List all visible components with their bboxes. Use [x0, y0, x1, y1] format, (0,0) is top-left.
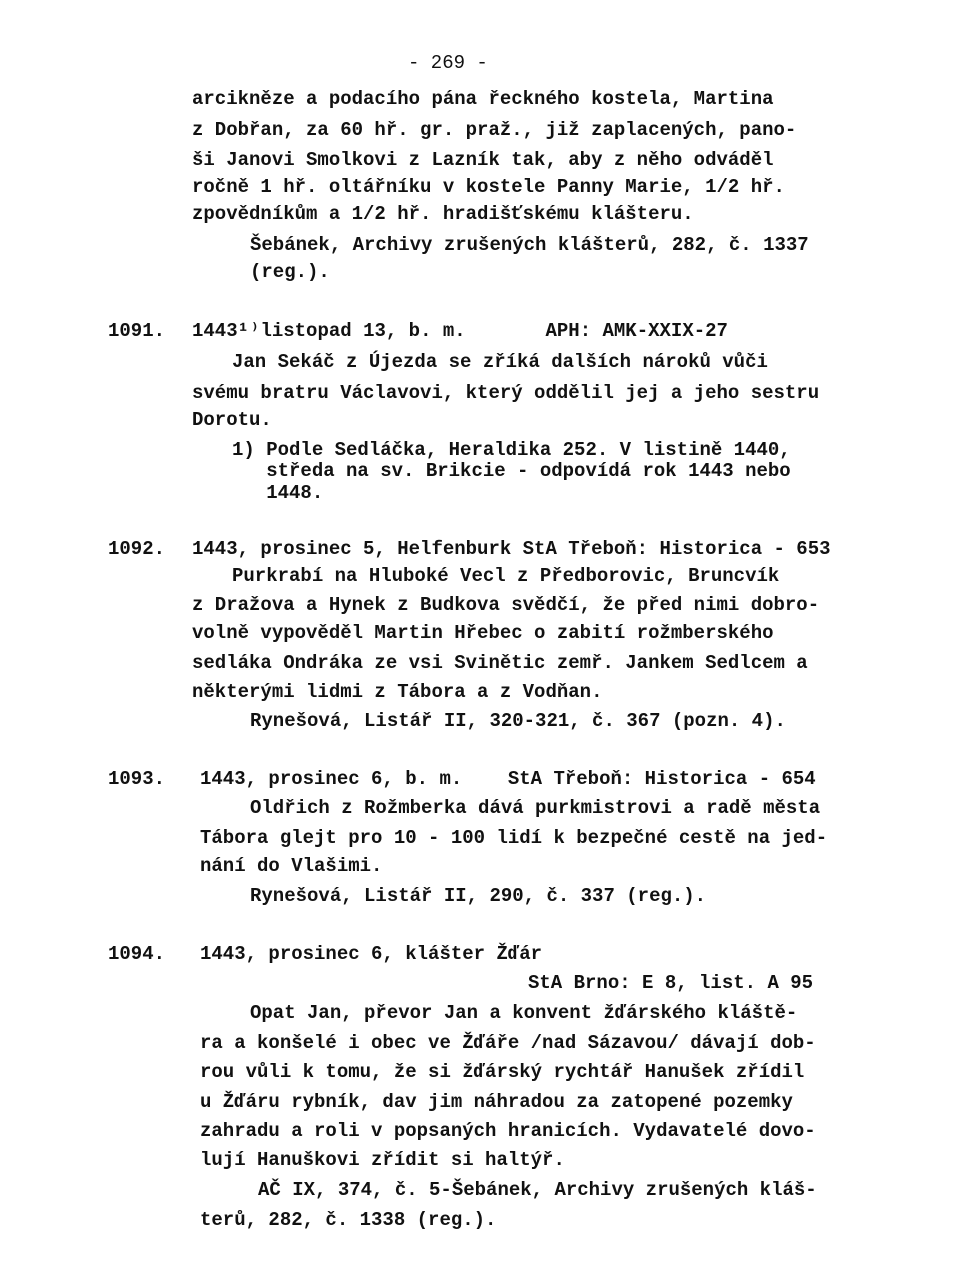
entry-heading: 1443, prosinec 6, b. m. StA Třeboň: Historica - 654 — [200, 768, 816, 790]
source-line: AČ IX, 374, č. 5-Šebánek, Archivy zrušených kláš- — [258, 1179, 817, 1201]
entry-number: 1094. — [108, 943, 166, 965]
text-line: některými lidmi z Tábora a z Vodňan. — [192, 681, 603, 703]
text-line: ši Janovi Smolkovi z Lazník tak, aby z něho odváděl — [192, 149, 774, 171]
source-line: (reg.). — [250, 261, 330, 283]
source-line: Šebánek, Archivy zrušených klášterů, 282, č. 1337 — [250, 234, 809, 256]
text-line: Opat Jan, převor Jan a konvent žďárského kláště- — [250, 1002, 798, 1024]
source-line: Rynešová, Listář II, 320-321, č. 367 (pozn. 4). — [250, 710, 786, 732]
text-line: nání do Vlašimi. — [200, 855, 383, 877]
text-line: volně vypověděl Martin Hřebec o zabití rožmberského — [192, 622, 774, 644]
text-line: z Dražova a Hynek z Budkova svědčí, že před nimi dobro- — [192, 594, 820, 616]
text-line: zahradu a roli v popsaných hranicích. Vydavatelé dovo- — [200, 1120, 816, 1142]
entry-heading: 1443¹⁾listopad 13, b. m. APH: AMK-XXIX-27 — [192, 320, 728, 342]
footnote-line: středa na sv. Brikcie - odpovídá rok 1443 nebo — [232, 460, 791, 482]
text-line: arcikněze a podacího pána řeckného kostela, Martina — [192, 88, 774, 110]
text-line: z Dobřan, za 60 hř. gr. praž., již zaplacených, pano- — [192, 119, 797, 141]
text-line: zpovědníkům a 1/2 hř. hradišťskému klášteru. — [192, 203, 694, 225]
entry-number: 1093. — [108, 768, 166, 790]
text-line: Oldřich z Rožmberka dává purkmistrovi a radě města — [250, 797, 821, 819]
archive-reference: StA Brno: E 8, list. A 95 — [528, 972, 814, 994]
entry-heading: 1443, prosinec 5, Helfenburk StA Třeboň: Historica - 653 — [192, 538, 831, 560]
text-line: u Žďáru rybník, dav jim náhradou za zatopené pozemky — [200, 1091, 793, 1113]
footnote-line: 1) Podle Sedláčka, Heraldika 252. V listině 1440, — [232, 439, 791, 461]
footnote-line: 1448. — [232, 482, 324, 504]
text-line: lují Hanuškovi zřídit si haltýř. — [200, 1149, 565, 1171]
source-line: Rynešová, Listář II, 290, č. 337 (reg.). — [250, 885, 707, 907]
text-line: rou vůli k tomu, že si žďárský rychtář Hanušek zřídil — [200, 1061, 805, 1083]
text-line: Jan Sekáč z Újezda se zříká dalších nároků vůči — [232, 351, 768, 373]
entry-number: 1091. — [108, 320, 166, 342]
text-line: Tábora glejt pro 10 - 100 lidí k bezpečné cestě na jed- — [200, 827, 828, 849]
text-line: Purkrabí na Hluboké Vecl z Předborovic, Bruncvík — [232, 565, 780, 587]
page-number: - 269 - — [408, 52, 488, 74]
text-line: svému bratru Václavovi, který oddělil jej a jeho sestru — [192, 382, 820, 404]
text-line: Dorotu. — [192, 409, 272, 431]
text-line: ročně 1 hř. oltářníku v kostele Panny Marie, 1/2 hř. — [192, 176, 785, 198]
source-line: terů, 282, č. 1338 (reg.). — [200, 1209, 497, 1231]
text-line: ra a konšelé i obec ve Žďáře /nad Sázavou/ dávají dob- — [200, 1032, 816, 1054]
entry-heading: 1443, prosinec 6, klášter Žďár — [200, 943, 543, 965]
text-line: sedláka Ondráka ze vsi Svinětic zemř. Jankem Sedlcem a — [192, 652, 808, 674]
entry-number: 1092. — [108, 538, 166, 560]
